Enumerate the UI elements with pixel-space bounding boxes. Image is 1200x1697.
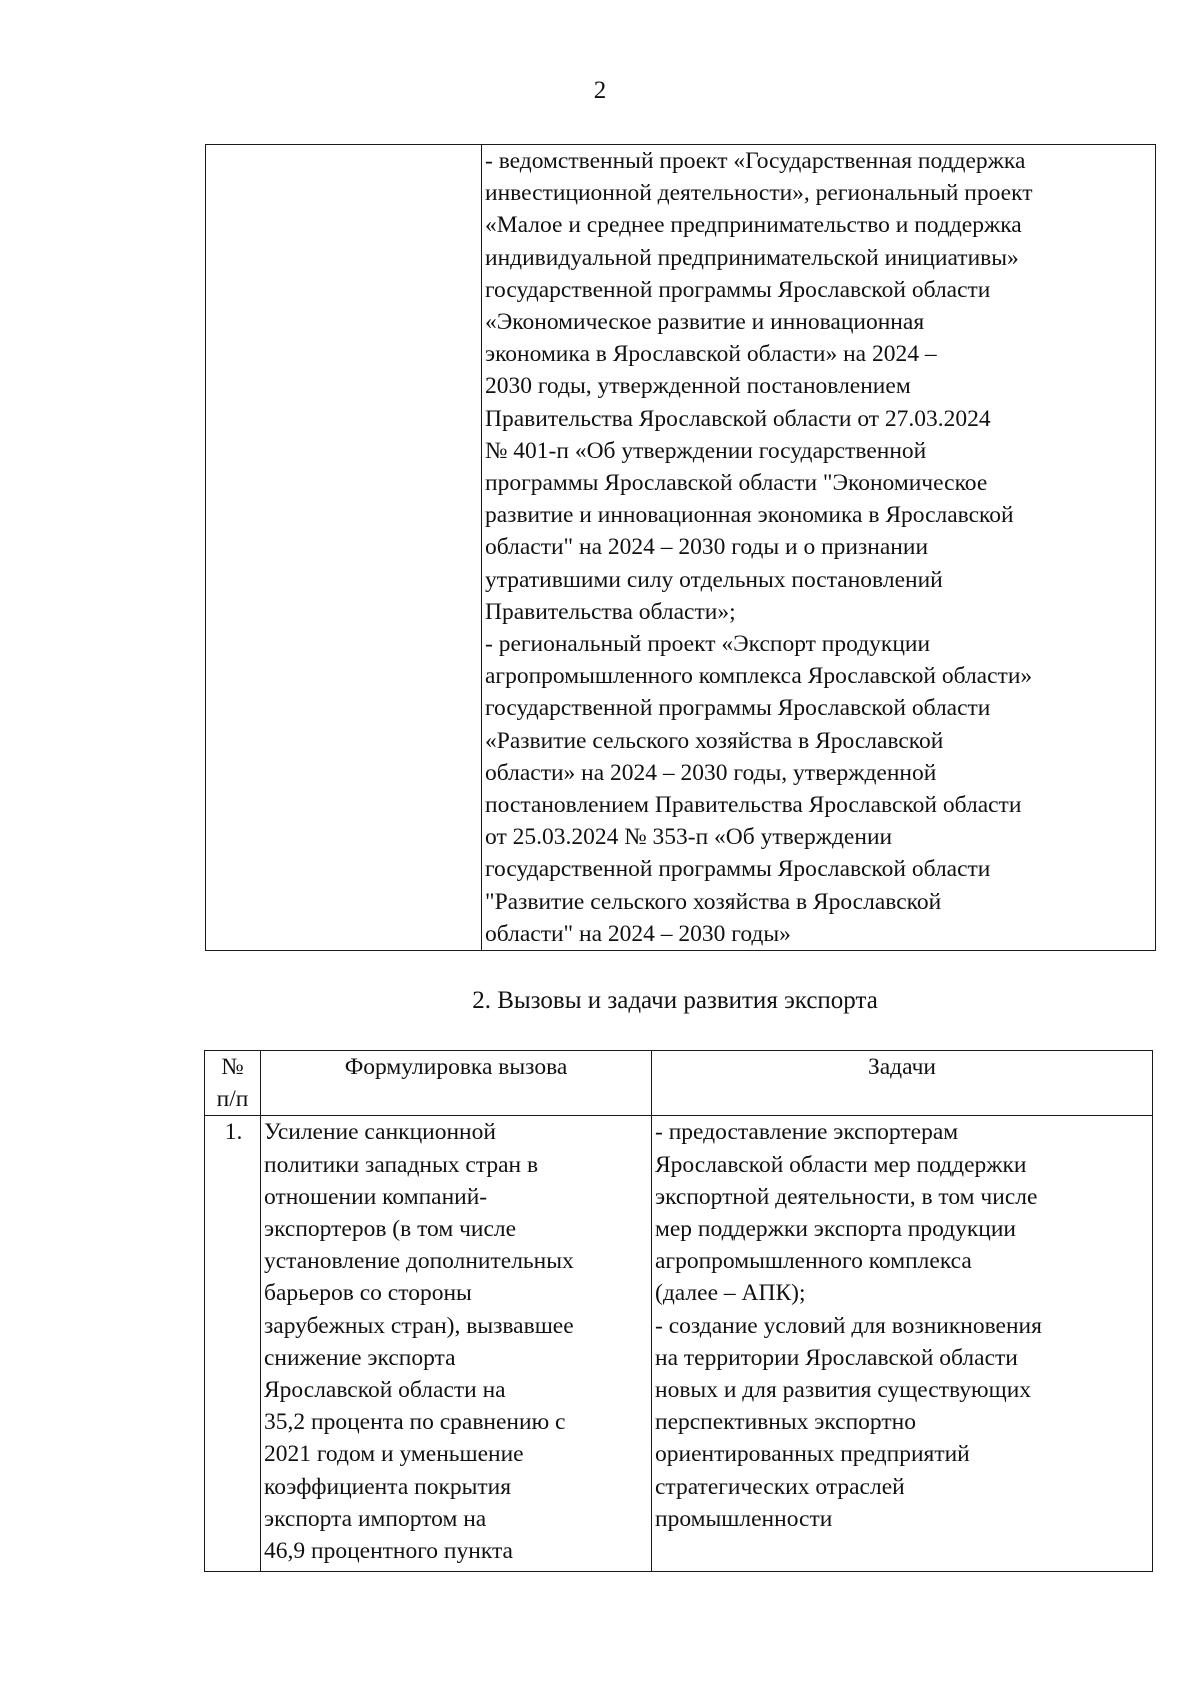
text-line: «Экономическое развитие и инновационная — [485, 309, 925, 336]
empty-cell — [206, 145, 482, 951]
text-line: № 401-п «Об утверждении государственной — [485, 437, 927, 464]
text-line: - региональный проект «Экспорт продукции — [485, 631, 931, 658]
text-line: 2021 годом и уменьшение — [264, 1441, 524, 1468]
text-line: 46,9 процентного пункта — [264, 1538, 513, 1565]
text-line: инвестиционной деятельности», региональный проект — [485, 180, 1033, 207]
text-line: "Развитие сельского хозяйства в Ярославской — [485, 888, 942, 915]
challenges-table — [204, 1050, 1153, 1572]
text-line: государственной программы Ярославской области — [485, 695, 991, 722]
text-line: - предоставление экспортерам — [655, 1119, 959, 1146]
row-number: 1. — [205, 1116, 261, 1572]
text-line: агропромышленного комплекса Ярославской области» — [485, 663, 1033, 690]
text-line: коэффициента покрытия — [264, 1473, 512, 1500]
text-line: стратегических отраслей — [655, 1473, 905, 1500]
text-line: отношении компаний- — [264, 1183, 488, 1210]
text-line: ориентированных предприятий — [655, 1441, 970, 1468]
text-line: индивидуальной предпринимательской инициативы» — [485, 244, 1019, 271]
text-line: (далее – АПК); — [655, 1280, 806, 1307]
table-row — [205, 1116, 1153, 1572]
text-line: экспортной деятельности, в том числе — [655, 1183, 1038, 1210]
header-number — [205, 1051, 261, 1116]
page-number: 2 — [593, 77, 607, 104]
header-row — [205, 1051, 1153, 1116]
section-heading: 2. Вызовы и задачи развития экспорта — [472, 987, 878, 1014]
tasks-cell — [652, 1116, 1153, 1572]
header-number-line: № — [221, 1054, 244, 1080]
text-line: Правительства Ярославской области от 27.03.2024 — [485, 405, 991, 432]
text-line: установление дополнительных — [264, 1248, 574, 1275]
text-line: экономика в Ярославской области» на 2024 – — [485, 341, 937, 368]
table-row — [206, 145, 1156, 951]
text-line: развитие и инновационная экономика в Ярославской — [485, 502, 1014, 529]
text-line: политики западных стран в — [264, 1151, 539, 1178]
text-line: агропромышленного комплекса — [655, 1248, 972, 1275]
text-line: Правительства области»; — [485, 598, 736, 625]
text-line: области" на 2024 – 2030 годы» — [485, 920, 791, 947]
programs-cell — [482, 145, 1156, 951]
text-line: - ведомственный проект «Государственная поддержка — [485, 148, 1026, 174]
challenge-cell — [261, 1116, 652, 1572]
text-line: Ярославской области мер поддержки — [655, 1151, 1027, 1178]
header-challenge: Формулировка вызова — [261, 1051, 652, 1116]
text-line: 35,2 процента по сравнению с — [264, 1409, 566, 1436]
text-line: Усиление санкционной — [264, 1119, 496, 1146]
header-tasks: Задачи — [652, 1051, 1153, 1116]
text-line: области» на 2024 – 2030 годы, утвержденной — [485, 759, 937, 786]
header-number-line: п/п — [216, 1086, 249, 1113]
text-line: государственной программы Ярославской области — [485, 276, 991, 303]
text-line: от 25.03.2024 № 353-п «Об утверждении — [485, 824, 893, 851]
text-line: перспективных экспортно — [655, 1409, 916, 1436]
text-line: области" на 2024 – 2030 годы и о признании — [485, 534, 929, 561]
text-line: барьеров со стороны — [264, 1280, 472, 1307]
text-line: зарубежных стран), вызвавшее — [264, 1312, 574, 1339]
text-line: экспорта импортом на — [264, 1505, 487, 1532]
text-line: на территории Ярославской области — [655, 1344, 1018, 1371]
text-line: «Развитие сельского хозяйства в Ярославской — [485, 727, 944, 754]
text-line: государственной программы Ярославской области — [485, 856, 991, 883]
text-line: новых и для развития существующих — [655, 1377, 1032, 1404]
text-line: - создание условий для возникновения — [655, 1312, 1042, 1339]
text-line: Ярославской области на — [264, 1377, 506, 1404]
text-line: программы Ярославской области "Экономическое — [485, 470, 988, 497]
text-line: утратившими силу отдельных постановлений — [485, 566, 943, 593]
text-line: экспортеров (в том числе — [264, 1216, 517, 1243]
text-line: постановлением Правительства Ярославской области — [485, 792, 1022, 819]
text-line: снижение экспорта — [264, 1344, 456, 1371]
programs-table — [205, 144, 1156, 951]
text-line: промышленности — [655, 1505, 833, 1532]
text-line: мер поддержки экспорта продукции — [655, 1216, 1017, 1243]
text-line: «Малое и среднее предпринимательство и поддержка — [485, 212, 1022, 239]
text-line: 2030 годы, утвержденной постановлением — [485, 373, 911, 400]
